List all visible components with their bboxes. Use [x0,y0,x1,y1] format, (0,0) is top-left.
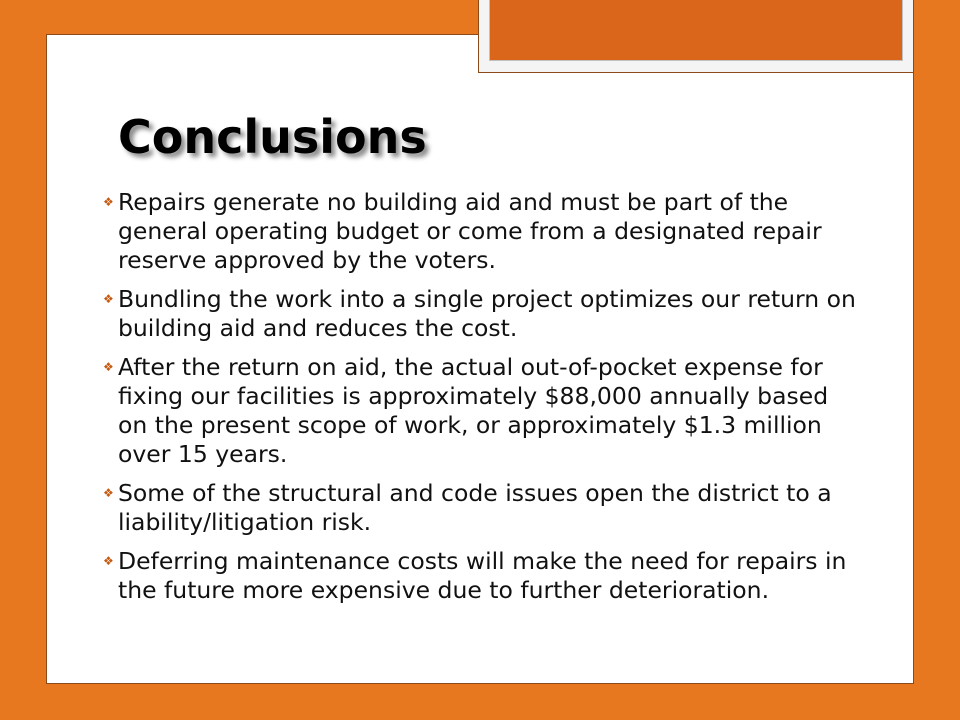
diamond-bullet-icon: ❖ [103,360,114,374]
diamond-bullet-icon: ❖ [103,554,114,568]
diamond-bullet-icon: ❖ [103,195,114,209]
slide-title: Conclusions [118,110,427,164]
accent-tab [489,0,903,61]
bullet-text: After the return on aid, the actual out-of-pocket expense for fixing our facilities is approximately $88,000 annually based on the present scope of work, or approximately $1.3 million over 15 years. [118,353,829,468]
bullet-text: Some of the structural and code issues open the district to a liability/litigation risk. [118,479,832,536]
bullet-item [104,479,864,537]
bullet-item [104,188,864,275]
bullet-text: Repairs generate no building aid and must be part of the general operating budget or come from a designated repair reserve approved by the voters. [118,188,822,274]
bullet-item [104,547,864,605]
bullet-text: Deferring maintenance costs will make the need for repairs in the future more expensive due to further deterioration. [118,547,847,604]
accent-tab-frame [478,0,914,73]
bullet-text: Bundling the work into a single project optimizes our return on building aid and reduces the cost. [118,285,856,342]
bullet-item [104,353,864,469]
bullet-list [104,188,864,615]
bullet-item [104,285,864,343]
diamond-bullet-icon: ❖ [103,486,114,500]
diamond-bullet-icon: ❖ [103,292,114,306]
